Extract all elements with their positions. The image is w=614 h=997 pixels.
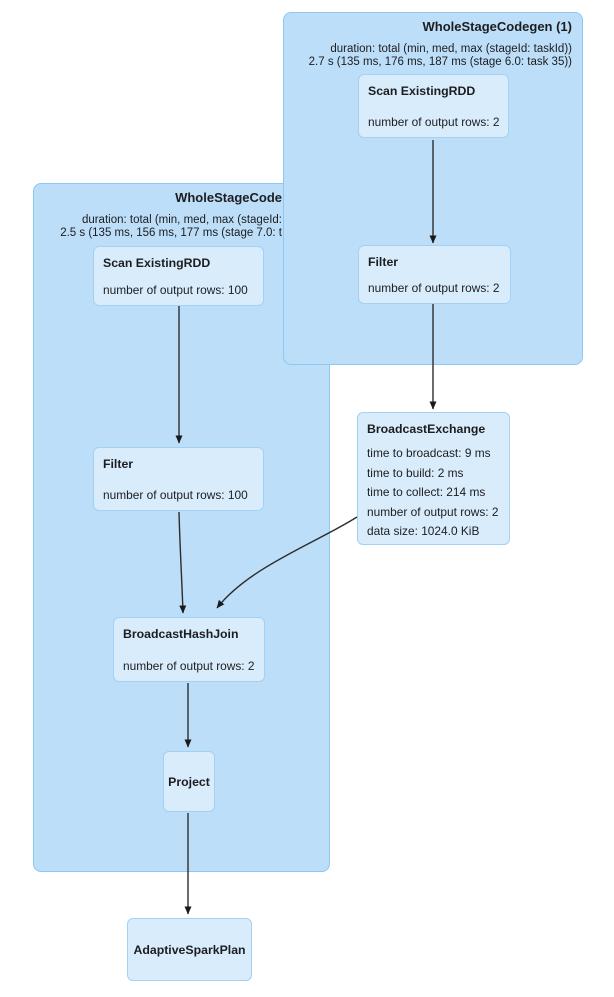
node-broadcast-hash-join[interactable]: [113, 617, 265, 682]
node-title: BroadcastHashJoin: [123, 627, 239, 641]
node-title: BroadcastExchange: [367, 422, 486, 436]
node-scan-existingrdd-1[interactable]: [358, 74, 509, 138]
node-metrics: [367, 444, 500, 542]
duration-line: duration: total (min, med, max (stageId: taskId)): [330, 43, 572, 55]
duration-line: duration: total (min, med, max (stageId:: [81, 214, 282, 226]
node-metric: number of output rows: 2: [367, 504, 499, 519]
duration-line: 2.7 s (135 ms, 176 ms, 187 ms (stage 6.0: task 35)): [308, 56, 572, 68]
node-metric: number of output rows: 2: [123, 659, 255, 673]
cluster-title: WholeStageCodegen (1): [422, 19, 572, 34]
duration-line: 2.5 s (135 ms, 156 ms, 177 ms (stage 7.0: t: [60, 227, 282, 239]
node-scan-existingrdd-2[interactable]: [93, 246, 264, 306]
node-broadcast-exchange[interactable]: [357, 412, 510, 545]
node-title: AdaptiveSparkPlan: [133, 943, 246, 957]
node-metric: data size: 1024.0 KiB: [367, 524, 480, 538]
node-metric: number of output rows: 2: [368, 115, 500, 129]
node-metric: time to collect: 214 ms: [367, 485, 486, 499]
node-metric: time to build: 2 ms: [367, 465, 464, 480]
node-title: Filter: [103, 457, 134, 471]
node-title: Filter: [368, 255, 399, 269]
node-title: Project: [168, 775, 210, 789]
node-title: Scan ExistingRDD: [103, 256, 211, 270]
node-metric: number of output rows: 100: [103, 283, 248, 297]
node-adaptive-spark-plan[interactable]: [127, 918, 252, 981]
node-title: Scan ExistingRDD: [368, 84, 476, 98]
node-filter-2[interactable]: [93, 447, 264, 511]
cluster-duration: [34, 214, 282, 240]
cluster-title: WholeStageCode: [175, 190, 282, 205]
node-metric: time to broadcast: 9 ms: [367, 446, 491, 460]
cluster-duration: [284, 43, 572, 69]
node-filter-1[interactable]: [358, 245, 511, 304]
node-metric: number of output rows: 100: [103, 488, 248, 502]
cluster-wholestagecodegen-1: [283, 12, 583, 365]
node-project[interactable]: [163, 751, 215, 812]
node-metric: number of output rows: 2: [368, 281, 500, 295]
